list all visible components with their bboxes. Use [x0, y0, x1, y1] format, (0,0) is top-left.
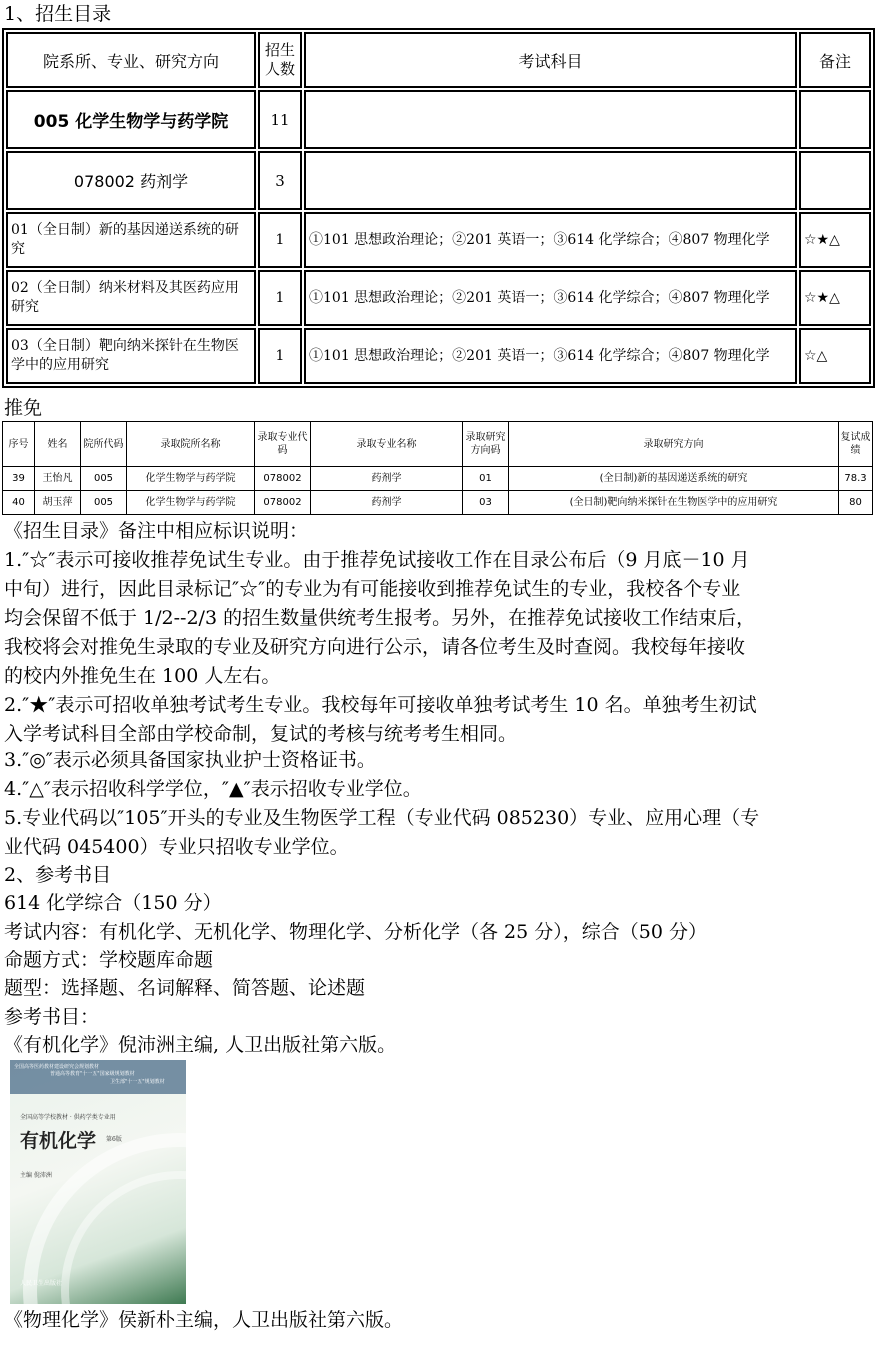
cell: 80 — [839, 491, 873, 515]
cover-edition: 第6版 — [106, 1136, 122, 1143]
col-header: 录取专业代码 — [255, 422, 311, 467]
note-line: 4.″△″表示招收科学学位，″▲″表示招收专业学位。 — [4, 778, 422, 800]
table-row — [6, 328, 871, 384]
note-line: 614 化学综合（150 分） — [4, 892, 222, 914]
cover-top-text: 全国高等医药教材建设研究会规划教材 — [14, 1064, 100, 1070]
table-header-row — [6, 32, 871, 88]
direction-cell: 01（全日制）新的基因递送系统的研究 — [6, 212, 256, 268]
note-line: 1.″☆″表示可接收推荐免试生专业。由于推荐免试接收工作在目录公布后（9 月底－10 月 — [4, 549, 750, 571]
col-header: 序号 — [3, 422, 35, 467]
exam-cell: ①101 思想政治理论；②201 英语一；③614 化学综合；④807 物理化学 — [304, 212, 797, 268]
cell: 005 — [81, 467, 127, 491]
cover-top-text: 卫生部"十一五"规划教材 — [110, 1079, 165, 1085]
cell: (全日制)靶向纳米探针在生物医学中的应用研究 — [509, 491, 839, 515]
note-cell: ☆△ — [799, 328, 871, 384]
cell: 39 — [3, 467, 35, 491]
note-line: 5.专业代码以″105″开头的专业及生物医学工程（专业代码 085230）专业、应用心理（专 — [4, 807, 760, 829]
cell: 化学生物学与药学院 — [127, 491, 255, 515]
cell: (全日制)新的基因递送系统的研究 — [509, 467, 839, 491]
header-note: 备注 — [799, 32, 871, 88]
cell: 药剂学 — [311, 467, 463, 491]
col-header: 复试成绩 — [839, 422, 873, 467]
cell: 王怡凡 — [35, 467, 81, 491]
section-title-catalog: 1、招生目录 — [4, 3, 112, 25]
note-line: 业代码 045400）专业只招收专业学位。 — [4, 836, 349, 858]
num-cell: 1 — [258, 328, 302, 384]
major-name: 078002 药剂学 — [6, 151, 256, 210]
col-header: 录取研究方向 — [509, 422, 839, 467]
exam-cell: ①101 思想政治理论；②201 英语一；③614 化学综合；④807 物理化学 — [304, 328, 797, 384]
note-line: 3.″◎″表示必须具备国家执业护士资格证书。 — [4, 749, 376, 771]
note-line: 题型：选择题、名词解释、简答题、论述题 — [4, 977, 366, 999]
exempt-title: 推免 — [4, 397, 43, 419]
note-line: 入学考试科目全部由学校命制，复试的考核与统考考生相同。 — [4, 723, 518, 745]
table-row — [6, 270, 871, 326]
exempt-header-row — [3, 422, 873, 467]
num-cell: 1 — [258, 270, 302, 326]
major-row — [6, 151, 871, 210]
note-line: 命题方式：学校题库命题 — [4, 949, 214, 971]
col-header: 院所代码 — [81, 422, 127, 467]
cell: 005 — [81, 491, 127, 515]
header-dept: 院系所、专业、研究方向 — [6, 32, 256, 88]
cover-series: 全国高等学校教材 · 供药学类专业用 — [20, 1114, 116, 1121]
book-cover-image — [10, 1060, 186, 1304]
cover-editor: 主编 倪沛洲 — [20, 1172, 52, 1179]
num-cell: 1 — [258, 212, 302, 268]
section-title-books: 2、参考书目 — [4, 864, 112, 886]
cell: 03 — [463, 491, 509, 515]
direction-cell: 03（全日制）靶向纳米探针在生物医学中的应用研究 — [6, 328, 256, 384]
dept-num: 11 — [258, 90, 302, 149]
cover-title: 有机化学 — [20, 1130, 97, 1152]
dept-name: 005 化学生物学与药学院 — [6, 90, 256, 149]
col-header: 录取专业名称 — [311, 422, 463, 467]
table-row — [6, 212, 871, 268]
cell: 078002 — [255, 491, 311, 515]
book-line: 《有机化学》倪沛洲主编, 人卫出版社第六版。 — [4, 1034, 397, 1056]
exempt-table — [2, 421, 873, 515]
header-exam: 考试科目 — [304, 32, 797, 88]
note-cell: ☆★△ — [799, 270, 871, 326]
note-line: 我校将会对推免生录取的专业及研究方向进行公示，请各位考生及时查阅。我校每年接收 — [4, 636, 746, 658]
cover-top-text: 普通高等教育"十一五"国家级规划教材 — [50, 1071, 135, 1077]
note-line: 中旬）进行，因此目录标记″☆″的专业为有可能接收到推荐免试生的专业，我校各个专业 — [4, 578, 741, 600]
table-row — [3, 491, 873, 515]
col-header: 录取院所名称 — [127, 422, 255, 467]
major-num: 3 — [258, 151, 302, 210]
cell: 078002 — [255, 467, 311, 491]
col-header: 录取研究方向码 — [463, 422, 509, 467]
cell: 化学生物学与药学院 — [127, 467, 255, 491]
direction-cell: 02（全日制）纳米材料及其医药应用研究 — [6, 270, 256, 326]
note-line: 的校内外推免生在 100 人左右。 — [4, 665, 281, 687]
cover-publisher: 人民卫生出版社 — [20, 1280, 63, 1287]
header-num: 招生人数 — [258, 32, 302, 88]
book-line: 《物理化学》侯新朴主编，人卫出版社第六版。 — [4, 1309, 404, 1331]
note-line: 2.″★″表示可招收单独考试考生专业。我校每年可接收单独考试考生 10 名。单独考生初试 — [4, 694, 757, 716]
notes-heading: 《招生目录》备注中相应标识说明： — [4, 520, 309, 542]
note-line: 均会保留不低于 1/2--2/3 的招生数量供统考生报考。另外，在推荐免试接收工作结束后， — [4, 607, 756, 629]
table-row — [3, 467, 873, 491]
dept-row — [6, 90, 871, 149]
note-cell: ☆★△ — [799, 212, 871, 268]
cell: 78.3 — [839, 467, 873, 491]
exam-cell: ①101 思想政治理论；②201 英语一；③614 化学综合；④807 物理化学 — [304, 270, 797, 326]
cell: 胡玉萍 — [35, 491, 81, 515]
note-line: 参考书目： — [4, 1006, 100, 1028]
enrollment-table — [2, 28, 875, 388]
cell: 01 — [463, 467, 509, 491]
cell: 药剂学 — [311, 491, 463, 515]
col-header: 姓名 — [35, 422, 81, 467]
cell: 40 — [3, 491, 35, 515]
note-line: 考试内容：有机化学、无机化学、物理化学、分析化学（各 25 分），综合（50 分） — [4, 921, 707, 943]
